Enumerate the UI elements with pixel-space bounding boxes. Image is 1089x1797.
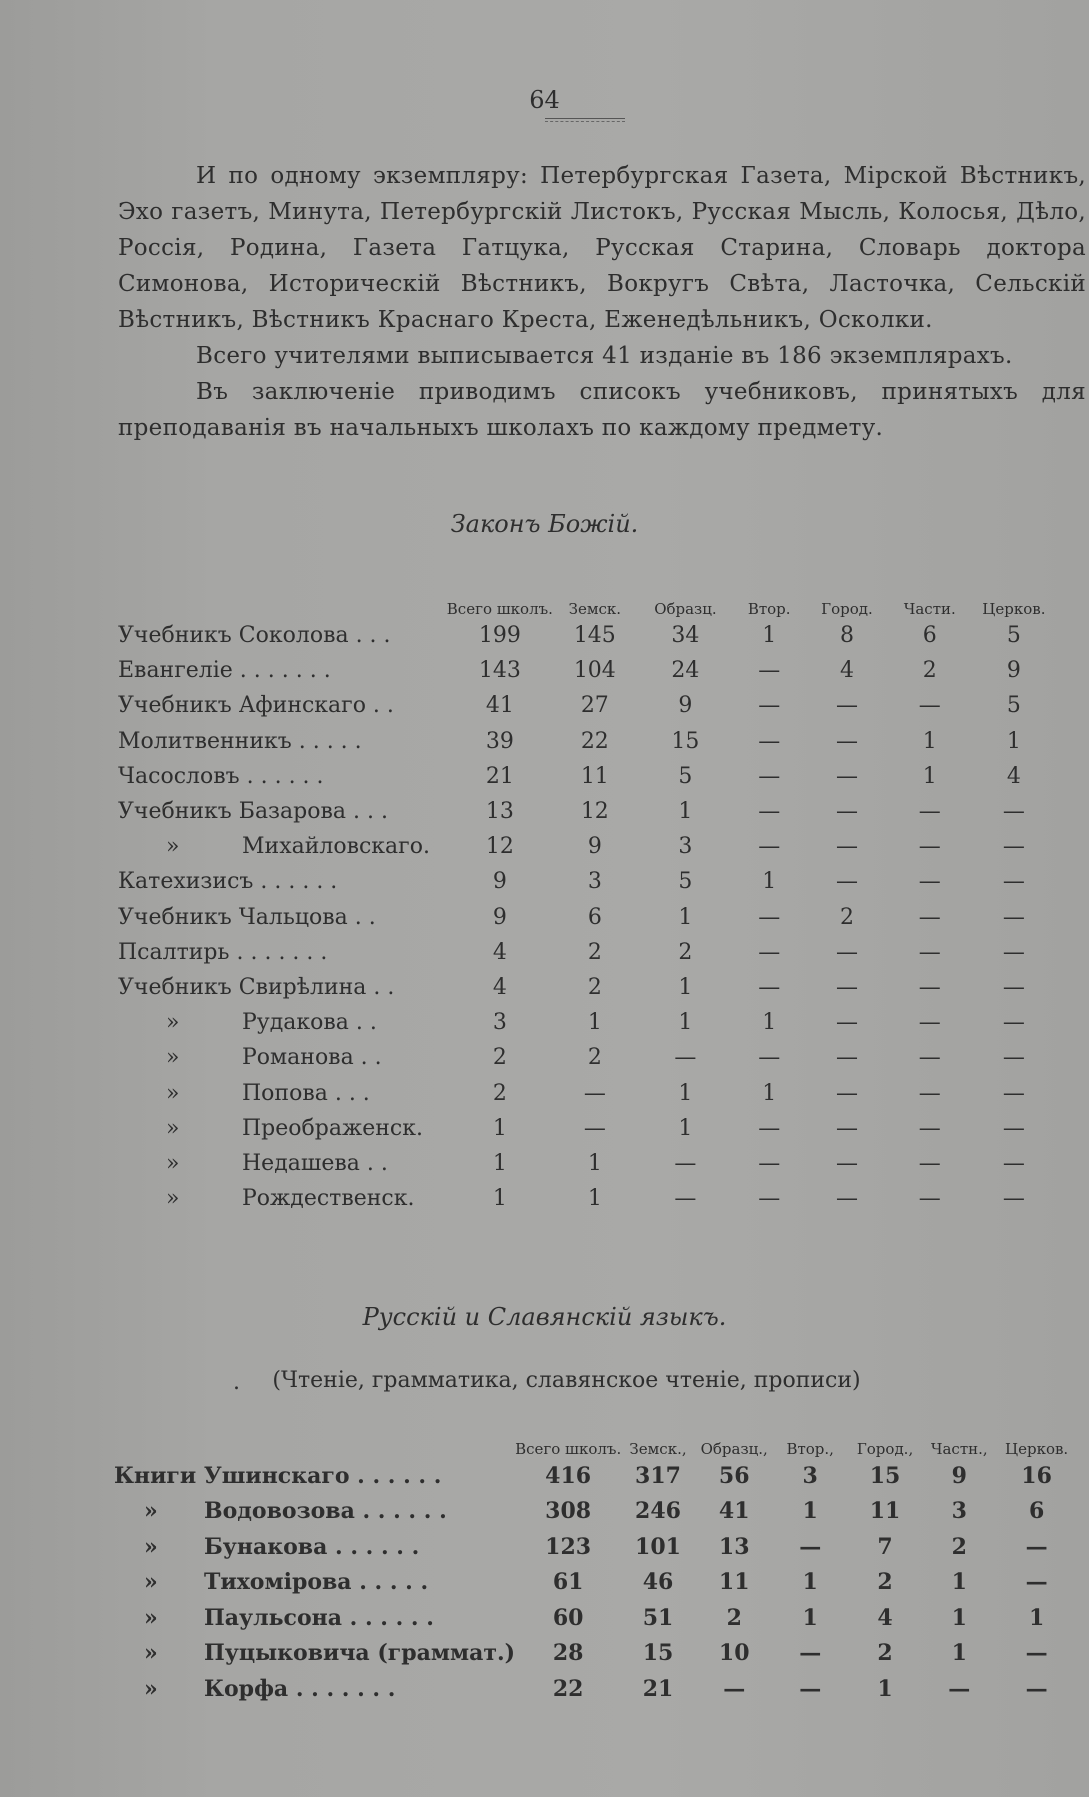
cell-value: 1 <box>492 1115 507 1141</box>
table-row <box>118 759 1058 794</box>
cell-value: 9 <box>951 1462 967 1489</box>
cell-value: 1 <box>762 869 777 895</box>
cell-value: 7 <box>877 1533 893 1560</box>
cell-value: 34 <box>671 623 700 649</box>
header-zemsk: Земск., <box>629 1440 687 1458</box>
table-row <box>118 1005 1058 1040</box>
cell-value: 21 <box>485 763 514 789</box>
cell-value: 3 <box>587 869 602 895</box>
row-label <box>114 1600 515 1636</box>
cell-value: 22 <box>580 728 609 754</box>
cell-value: — <box>1002 1080 1025 1106</box>
cell-value: — <box>918 1115 941 1141</box>
cell-value: — <box>1002 974 1025 1000</box>
cell-value: 11 <box>580 763 609 789</box>
cell-value: — <box>835 728 858 754</box>
cell-value: 1 <box>951 1604 967 1631</box>
cell-value: 317 <box>635 1462 681 1489</box>
cell-value: — <box>1002 834 1025 860</box>
cell-value: — <box>835 974 858 1000</box>
cell-value: 143 <box>478 658 521 684</box>
textbook-name: Михайловскаго. <box>242 834 430 860</box>
cell-value: — <box>918 869 941 895</box>
table-row <box>114 1458 1078 1494</box>
textbook-name: Учебникъ Чальцова . . <box>118 904 376 930</box>
cell-value: 24 <box>671 658 700 684</box>
table-law-of-god <box>118 570 1058 1216</box>
cell-value: 3 <box>492 1010 507 1036</box>
cell-value: 2 <box>492 1080 507 1106</box>
intro-text <box>118 158 1086 446</box>
textbook-name: Преображенск. <box>242 1115 423 1141</box>
cell-value: — <box>835 1115 858 1141</box>
row-label <box>118 794 447 829</box>
textbook-name: Учебникъ Соколова . . . <box>118 623 391 649</box>
table-row <box>118 1040 1058 1075</box>
header-gorod: Город. <box>821 600 873 618</box>
cell-value: — <box>918 1080 941 1106</box>
row-label <box>118 935 447 970</box>
textbook-name: Рождественск. <box>242 1186 415 1212</box>
row-label <box>118 900 447 935</box>
table-row <box>118 794 1058 829</box>
cell-value: 4 <box>1006 763 1021 789</box>
cell-value: 39 <box>485 728 514 754</box>
row-label <box>118 1181 447 1216</box>
cell-value: 4 <box>877 1604 893 1631</box>
cell-value: — <box>758 1150 781 1176</box>
cell-value: — <box>758 1045 781 1071</box>
table-row <box>114 1529 1078 1565</box>
cell-value: — <box>758 1186 781 1212</box>
cell-value: 51 <box>642 1604 674 1631</box>
header-chast: Части. <box>903 600 956 618</box>
cell-value: — <box>1002 939 1025 965</box>
cell-value: — <box>835 1080 858 1106</box>
cell-value: — <box>1025 1640 1048 1667</box>
textbook-name: Бунакова . . . . . . <box>204 1533 420 1560</box>
cell-value: — <box>1025 1569 1048 1596</box>
cell-value: 5 <box>1006 623 1021 649</box>
cell-value: — <box>799 1675 822 1702</box>
cell-value: 15 <box>642 1640 674 1667</box>
cell-value: 11 <box>869 1498 901 1525</box>
cell-value: 1 <box>922 728 937 754</box>
cell-value: 12 <box>580 799 609 825</box>
cell-value: 41 <box>485 693 514 719</box>
cell-value: — <box>918 974 941 1000</box>
cell-value: 3 <box>951 1498 967 1525</box>
cell-value: — <box>674 1045 697 1071</box>
cell-value: 1 <box>678 799 693 825</box>
cell-value: 1 <box>762 1010 777 1036</box>
textbook-name: Корфа . . . . . . . <box>204 1675 396 1702</box>
table-row <box>114 1494 1078 1530</box>
cell-value: 123 <box>545 1533 592 1560</box>
row-label <box>118 1005 447 1040</box>
cell-value: 9 <box>492 869 507 895</box>
table-row <box>118 1075 1058 1110</box>
cell-value: — <box>1002 1150 1025 1176</box>
header-gorod: Город., <box>856 1440 914 1458</box>
cell-value: — <box>799 1533 822 1560</box>
cell-value: 4 <box>839 658 854 684</box>
cell-value: 15 <box>869 1462 901 1489</box>
cell-value: — <box>918 834 941 860</box>
row-label <box>118 688 447 723</box>
cell-value: — <box>723 1675 746 1702</box>
table-row <box>118 618 1058 653</box>
cell-value: 6 <box>587 904 602 930</box>
textbook-name: Евангеліе . . . . . . . <box>118 658 331 684</box>
row-label <box>114 1565 515 1601</box>
header-chast: Частн., <box>930 1440 988 1458</box>
cell-value: — <box>835 693 858 719</box>
cell-value: — <box>1025 1675 1048 1702</box>
cell-value: — <box>918 1010 941 1036</box>
cell-value: — <box>835 1150 858 1176</box>
cell-value: — <box>1002 1186 1025 1212</box>
row-label <box>118 1146 447 1181</box>
ditto-mark: » <box>166 1150 180 1176</box>
intro-paragraph-total: Всего учителями выписывается 41 изданіе въ 186 экземпляpахъ. <box>196 343 1013 369</box>
textbook-name: Водовозова . . . . . . <box>204 1498 447 1525</box>
cell-value: 2 <box>951 1533 967 1560</box>
textbook-name: Недашева . . <box>242 1150 388 1176</box>
textbook-name: Псалтирь . . . . . . . <box>118 939 328 965</box>
cell-value: 8 <box>839 623 854 649</box>
row-label <box>118 1111 447 1146</box>
textbook-name: Учебникъ Афинскаго . . <box>118 693 394 719</box>
cell-value: 1 <box>802 1604 818 1631</box>
cell-value: 2 <box>587 939 602 965</box>
header-vtor: Втор. <box>747 600 791 618</box>
cell-value: 1 <box>951 1569 967 1596</box>
header-total-schools: Всего школъ. <box>446 600 553 618</box>
section-title-russian-slavonic: Русскій и Славянскій языкъ. <box>362 1303 727 1331</box>
ditto-mark: » <box>166 1186 180 1212</box>
cell-value: — <box>918 1150 941 1176</box>
row-label <box>118 759 447 794</box>
cell-value: — <box>918 799 941 825</box>
cell-value: 199 <box>478 623 521 649</box>
row-label <box>118 829 447 864</box>
cell-value: 1 <box>1006 728 1021 754</box>
cell-value: 308 <box>545 1498 592 1525</box>
table-row <box>118 829 1058 864</box>
cell-value: — <box>674 1150 697 1176</box>
cell-value: 1 <box>587 1186 602 1212</box>
cell-value: 21 <box>642 1675 674 1702</box>
row-label <box>114 1671 515 1707</box>
table-row <box>118 1146 1058 1181</box>
table-row <box>118 864 1058 899</box>
cell-value: 12 <box>485 834 514 860</box>
ditto-mark: » <box>144 1604 158 1631</box>
cell-value: 27 <box>580 693 609 719</box>
cell-value: 2 <box>877 1640 893 1667</box>
row-label <box>118 724 447 759</box>
cell-value: — <box>1002 1045 1025 1071</box>
cell-value: 1 <box>678 904 693 930</box>
cell-value: 2 <box>587 974 602 1000</box>
cell-value: 4 <box>492 974 507 1000</box>
cell-value: — <box>835 939 858 965</box>
cell-value: 101 <box>635 1533 681 1560</box>
row-label <box>118 618 447 653</box>
cell-value: — <box>758 939 781 965</box>
cell-value: 41 <box>718 1498 750 1525</box>
textbook-name: Тихоміpoва . . . . . <box>204 1569 429 1596</box>
cell-value: — <box>835 869 858 895</box>
cell-value: 10 <box>718 1640 750 1667</box>
table-row <box>114 1565 1078 1601</box>
cell-value: — <box>1002 1010 1025 1036</box>
cell-value: 13 <box>718 1533 750 1560</box>
section-title-law-of-god: Законъ Божій. <box>450 510 639 538</box>
intro-paragraph-newspapers: И по одному экземпляру: Петербургская Газета, Мірской Вѣстникъ, Эхо газетъ, Минута, Петербургскій Листокъ, Русская Мысль, Колосья, Дѣло, Россія, Родина, Газета Гатцука, Русская Старина, Словарь доктора Симонова, Историческій Вѣстникъ, Вокругъ Свѣта, Ласточка, Сельскій Вѣстникъ, Вѣстникъ Краснаго Креста, Еженедѣльникъ, Осколки. <box>118 163 1086 333</box>
cell-value: 5 <box>678 869 693 895</box>
cell-value: — <box>674 1186 697 1212</box>
cell-value: — <box>835 1045 858 1071</box>
table-row <box>118 724 1058 759</box>
ditto-mark: » <box>144 1533 158 1560</box>
row-label <box>114 1494 515 1530</box>
cell-value: 1 <box>492 1150 507 1176</box>
ditto-mark: » <box>166 1010 180 1036</box>
cell-value: — <box>758 763 781 789</box>
cell-value: 1 <box>678 1115 693 1141</box>
cell-value: 4 <box>492 939 507 965</box>
cell-value: — <box>835 1186 858 1212</box>
cell-value: 6 <box>922 623 937 649</box>
row-label <box>118 864 447 899</box>
ditto-mark: » <box>144 1569 158 1596</box>
textbook-name: Книги Ушинскаго . . . . . . <box>114 1462 442 1489</box>
cell-value: 9 <box>492 904 507 930</box>
cell-value: — <box>758 728 781 754</box>
table-row <box>114 1600 1078 1636</box>
cell-value: 246 <box>635 1498 681 1525</box>
cell-value: — <box>758 1115 781 1141</box>
textbook-name: Попова . . . <box>242 1080 370 1106</box>
cell-value: — <box>918 939 941 965</box>
cell-value: — <box>835 834 858 860</box>
cell-value: — <box>1025 1533 1048 1560</box>
cell-value: — <box>1002 799 1025 825</box>
textbook-name: Пуцыковича (граммат.) <box>204 1640 516 1667</box>
cell-value: 1 <box>587 1010 602 1036</box>
page-number: 64 <box>529 86 560 114</box>
ditto-mark: » <box>166 1045 180 1071</box>
cell-value: — <box>835 763 858 789</box>
textbook-name: Часословъ . . . . . . <box>118 763 324 789</box>
table-row <box>114 1671 1078 1707</box>
cell-value: — <box>835 1010 858 1036</box>
cell-value: 5 <box>1006 693 1021 719</box>
cell-value: 2 <box>839 904 854 930</box>
cell-value: 1 <box>678 974 693 1000</box>
cell-value: — <box>1002 869 1025 895</box>
cell-value: 22 <box>552 1675 584 1702</box>
cell-value: 9 <box>587 834 602 860</box>
table-row <box>118 653 1058 688</box>
cell-value: 60 <box>552 1604 584 1631</box>
cell-value: — <box>758 799 781 825</box>
cell-value: — <box>918 693 941 719</box>
cell-value: — <box>758 693 781 719</box>
ditto-mark: » <box>166 834 180 860</box>
intro-paragraph-conclusion: Въ заключеніе приводимъ списокъ учебниковъ, принятыхъ для преподаванія въ начальныхъ школахъ по каждому предмету. <box>118 379 1086 441</box>
table-row <box>118 900 1058 935</box>
header-obrazts: Образц., <box>700 1440 768 1458</box>
textbook-name: Рудакова . . <box>242 1010 377 1036</box>
cell-value: 416 <box>545 1462 592 1489</box>
row-label <box>118 1040 447 1075</box>
table-row <box>118 1111 1058 1146</box>
row-label <box>114 1529 515 1565</box>
cell-value: 1 <box>587 1150 602 1176</box>
cell-value: 1 <box>678 1010 693 1036</box>
cell-value: — <box>758 974 781 1000</box>
ditto-mark: » <box>144 1675 158 1702</box>
cell-value: 2 <box>922 658 937 684</box>
header-tserkov: Церков. <box>982 600 1046 618</box>
cell-value: — <box>758 834 781 860</box>
ditto-mark: » <box>144 1498 158 1525</box>
cell-value: — <box>583 1115 606 1141</box>
row-label <box>118 653 447 688</box>
cell-value: 2 <box>587 1045 602 1071</box>
textbook-name: Романова . . <box>242 1045 382 1071</box>
ditto-mark: » <box>166 1115 180 1141</box>
row-label <box>118 970 447 1005</box>
table-header-row <box>118 570 1058 618</box>
textbook-name: Учебникъ Базарова . . . <box>118 799 388 825</box>
cell-value: 3 <box>678 834 693 860</box>
ditto-mark: » <box>166 1080 180 1106</box>
cell-value: 46 <box>642 1569 674 1596</box>
textbook-name: Паульсона . . . . . . <box>204 1604 434 1631</box>
table-row <box>118 688 1058 723</box>
cell-value: 1 <box>492 1186 507 1212</box>
header-zemsk: Земск. <box>568 600 622 618</box>
cell-value: 6 <box>1028 1498 1045 1525</box>
cell-value: — <box>1002 904 1025 930</box>
header-vtor: Втор., <box>786 1440 834 1458</box>
cell-value: — <box>918 904 941 930</box>
cell-value: — <box>1002 1115 1025 1141</box>
textbook-name: Катехизисъ . . . . . . <box>118 869 338 895</box>
textbook-name: Учебникъ Свирѣлина . . <box>118 974 395 1000</box>
cell-value: 1 <box>922 763 937 789</box>
ditto-mark: » <box>144 1640 158 1667</box>
table-row <box>118 935 1058 970</box>
cell-value: 1 <box>802 1569 818 1596</box>
cell-value: 28 <box>552 1640 584 1667</box>
row-label <box>114 1636 515 1672</box>
cell-value: 3 <box>802 1462 818 1489</box>
cell-value: 2 <box>877 1569 893 1596</box>
cell-value: — <box>918 1045 941 1071</box>
table-row <box>118 970 1058 1005</box>
header-total-schools: Всего школъ. <box>515 1440 622 1458</box>
page-number-rule <box>545 118 625 122</box>
table-row <box>114 1636 1078 1672</box>
cell-value: — <box>835 799 858 825</box>
cell-value: 16 <box>1021 1462 1052 1489</box>
cell-value: 2 <box>492 1045 507 1071</box>
cell-value: — <box>799 1640 822 1667</box>
cell-value: 9 <box>1006 658 1021 684</box>
cell-value: — <box>758 904 781 930</box>
cell-value: 1 <box>802 1498 818 1525</box>
cell-value: 61 <box>552 1569 584 1596</box>
cell-value: — <box>918 1186 941 1212</box>
cell-value: — <box>583 1080 606 1106</box>
row-label <box>118 1075 447 1110</box>
header-tserkov: Церков. <box>1005 1440 1069 1458</box>
cell-value: 13 <box>485 799 514 825</box>
cell-value: — <box>948 1675 971 1702</box>
cell-value: 145 <box>573 623 616 649</box>
stray-dot: . <box>233 1370 240 1395</box>
cell-value: — <box>758 658 781 684</box>
table-header-row <box>114 1410 1078 1458</box>
section-subtitle: (Чтеніе, грамматика, славянское чтеніе, прописи) <box>272 1368 861 1393</box>
textbook-name: Молитвенникъ . . . . . <box>118 728 362 754</box>
cell-value: 2 <box>726 1604 742 1631</box>
row-label <box>114 1458 515 1494</box>
cell-value: 5 <box>678 763 693 789</box>
cell-value: 2 <box>678 939 693 965</box>
cell-value: 11 <box>718 1569 750 1596</box>
cell-value: 1 <box>951 1640 967 1667</box>
table-russian-slavonic <box>114 1410 1078 1707</box>
cell-value: 56 <box>718 1462 750 1489</box>
cell-value: 15 <box>671 728 700 754</box>
cell-value: 9 <box>678 693 693 719</box>
cell-value: 1 <box>1028 1604 1045 1631</box>
cell-value: 1 <box>877 1675 893 1702</box>
cell-value: 104 <box>573 658 616 684</box>
table-row <box>118 1181 1058 1216</box>
cell-value: 1 <box>762 623 777 649</box>
cell-value: 1 <box>762 1080 777 1106</box>
header-obrazts: Образц. <box>654 600 717 618</box>
cell-value: 1 <box>678 1080 693 1106</box>
